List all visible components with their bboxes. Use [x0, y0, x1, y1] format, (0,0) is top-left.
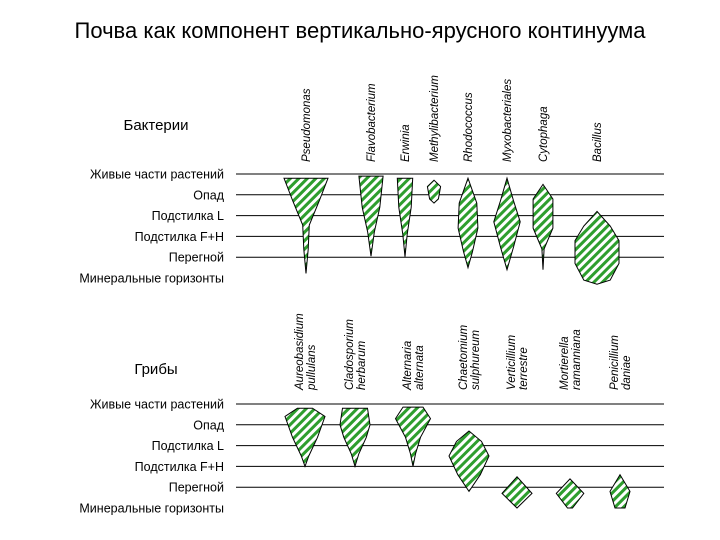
- fungi-distribution-shape: [449, 431, 489, 491]
- bacteria-section-label: Бактерии: [123, 117, 189, 134]
- fungi-taxon-label: pullulans: [306, 344, 318, 390]
- fungi-distribution-shape: [285, 408, 325, 466]
- bacteria-distribution-shape: [397, 178, 412, 257]
- fungi-taxon-label: Cladosporium: [344, 319, 356, 390]
- bacteria-horizon-label: Живые части растений: [89, 167, 224, 182]
- fungi-distribution-shape: [502, 477, 532, 508]
- fungi-taxon-label: Penicillium: [609, 335, 621, 390]
- fungi-taxon-label: sulphureum: [470, 329, 482, 390]
- bacteria-distribution-shape: [575, 211, 619, 284]
- fungi-horizon-label: Подстилка F+H: [134, 459, 224, 474]
- fungi-horizon-label: Перегной: [168, 480, 224, 495]
- bacteria-taxon-label: Bacillus: [592, 122, 604, 162]
- fungi-taxon-label: Chaetomium: [458, 324, 470, 390]
- bacteria-distribution-shape: [458, 178, 478, 267]
- page-title: Почва как компонент вертикально-ярусного континуума: [74, 18, 646, 43]
- fungi-distribution-shape: [396, 407, 431, 466]
- bacteria-horizon-label: Подстилка L: [151, 209, 224, 224]
- fungi-taxon-label: Mortierella: [559, 336, 571, 390]
- bacteria-distribution-shape: [284, 178, 328, 273]
- bacteria-horizon-label: Опад: [193, 188, 224, 203]
- fungi-horizon-label: Живые части растений: [89, 397, 224, 412]
- bacteria-horizon-label: Подстилка F+H: [134, 229, 224, 244]
- bacteria-distribution-shape: [494, 178, 520, 270]
- fungi-taxon-label: Aureobasidium: [294, 313, 306, 390]
- bacteria-taxon-label: Erwinia: [400, 124, 412, 162]
- bacteria-distribution-shape: [359, 176, 383, 256]
- bacteria-taxon-label: Rhodococcus: [463, 92, 475, 162]
- bacteria-taxon-label: Myxobacteriales: [502, 78, 514, 162]
- fungi-horizon-label: Опад: [193, 418, 224, 433]
- fungi-horizon-label: Подстилка L: [151, 439, 224, 454]
- fungi-horizon-label: Минеральные горизонты: [79, 501, 224, 516]
- bacteria-taxon-label: Methylibacterium: [429, 75, 441, 162]
- fungi-taxon-label: Verticillium: [506, 334, 518, 390]
- bacteria-taxon-label: Pseudomonas: [301, 88, 313, 162]
- bacteria-taxon-label: Flavobacterium: [366, 83, 378, 162]
- fungi-distribution-shape: [556, 479, 584, 508]
- fungi-taxon-label: terrestre: [518, 347, 530, 390]
- fungi-section-label: Грибы: [134, 361, 178, 378]
- fungi-taxon-label: ramanniana: [571, 329, 583, 390]
- bacteria-horizon-label: Минеральные горизонты: [79, 271, 224, 286]
- fungi-distribution-shape: [610, 475, 630, 508]
- bacteria-horizon-label: Перегной: [168, 250, 224, 265]
- fungi-distribution-shape: [340, 408, 370, 466]
- bacteria-distribution-shape: [427, 180, 440, 203]
- fungi-taxon-label: herbarum: [356, 340, 368, 390]
- fungi-taxon-label: Alternaria: [402, 340, 414, 390]
- fungi-taxon-label: daniae: [621, 355, 633, 390]
- bacteria-taxon-label: Cytophaga: [538, 106, 550, 162]
- fungi-taxon-label: alternata: [414, 345, 426, 390]
